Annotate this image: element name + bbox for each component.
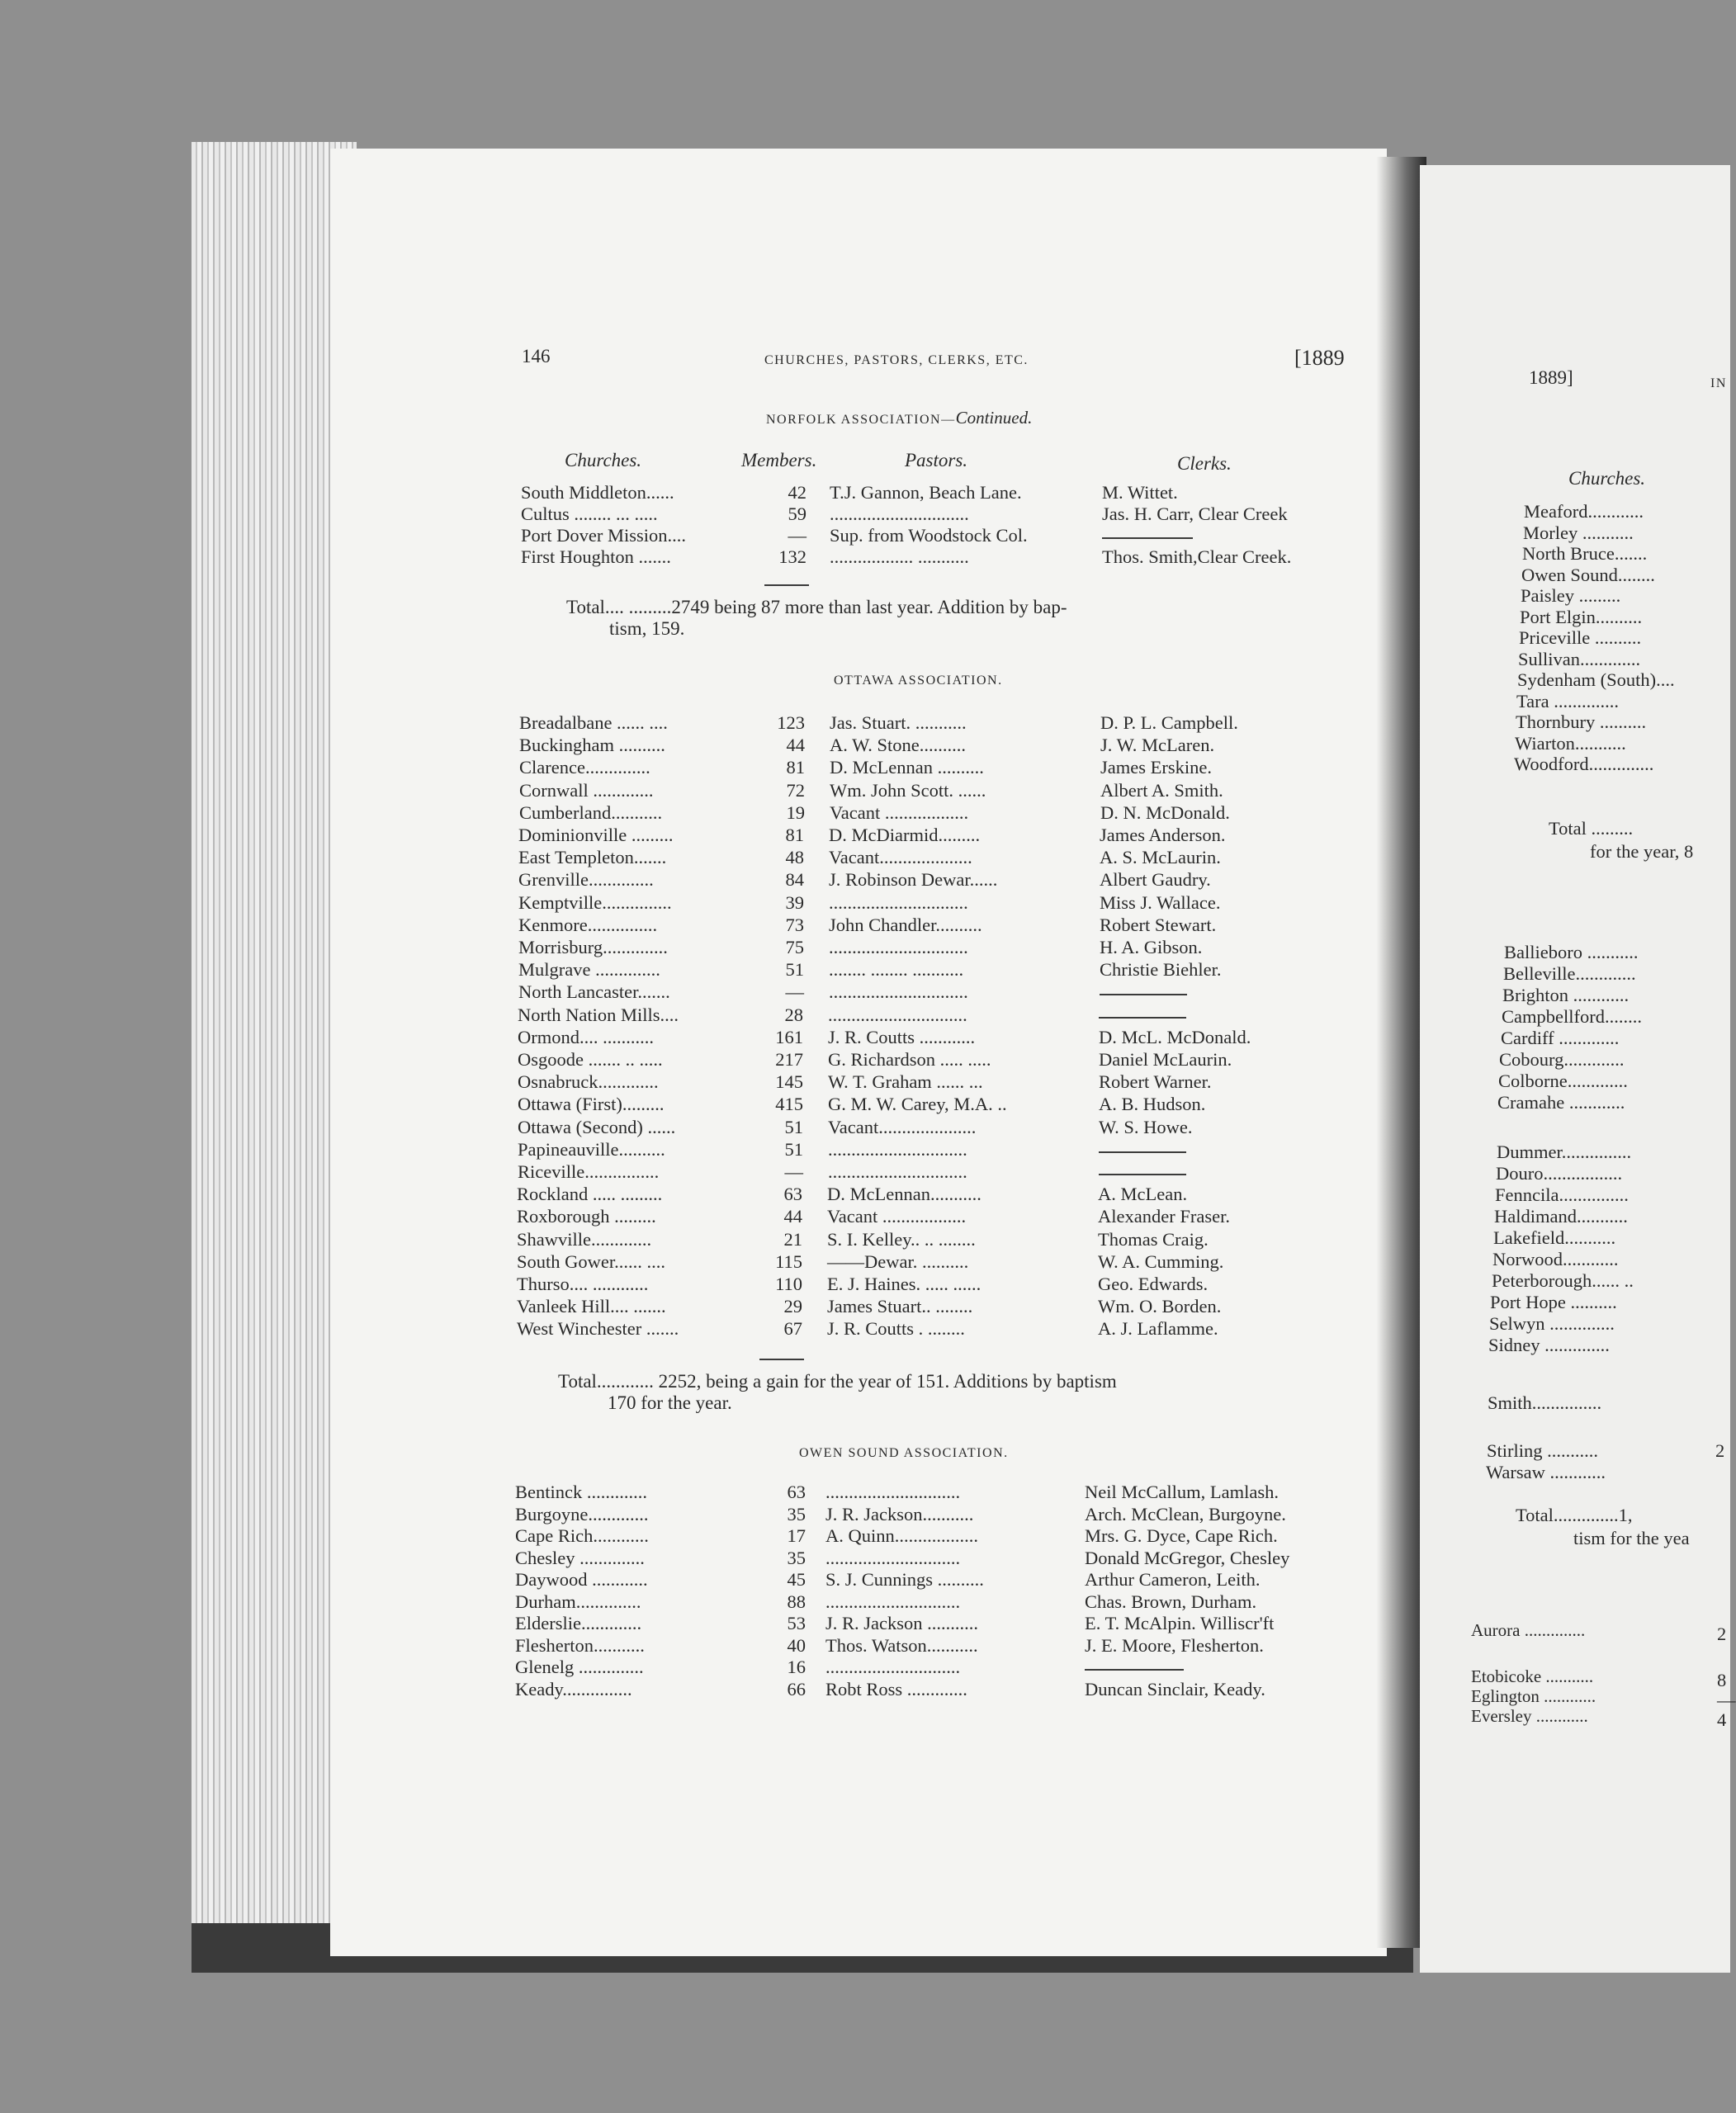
right-church-name: Sydenham (South).... [1517,669,1675,690]
right-church-name: Selwyn .............. [1489,1313,1615,1334]
right-church-name: Cardiff ............. [1501,1028,1620,1048]
member-count: 63 [783,1184,802,1205]
pastor-name: .............................. [828,1138,967,1160]
member-count: 59 [788,503,807,524]
member-count: 81 [785,825,804,845]
clerk-name: W. S. Howe. [1099,1116,1193,1137]
right-church-name: Priceville .......... [1519,627,1642,648]
clerk-name: Wm. O. Borden. [1098,1296,1222,1317]
page-number: 146 [522,346,551,366]
right-church-name: Cobourg............. [1499,1049,1625,1070]
ottawa-sum-rule [759,1359,804,1360]
clerk-blank-rule [1099,1151,1186,1153]
right-church-name: Aurora .............. [1471,1620,1586,1640]
page-year: [1889 [1294,346,1345,370]
col-header-churches: Churches. [565,450,642,470]
church-name: South Middleton...... [521,482,674,503]
member-count: 51 [784,1116,803,1137]
church-name: North Nation Mills.... [518,1004,679,1025]
church-name: Ormond.... ........... [518,1026,654,1047]
member-count: — [785,981,804,1003]
pastor-name: ............................. [825,1547,961,1568]
clerk-blank-rule [1085,1669,1184,1671]
pastor-name: Vacant.................... [829,847,972,868]
member-count: 51 [784,1138,803,1160]
right-church-name: Etobicoke ........... [1471,1666,1594,1686]
ottawa-total-line1: Total............ 2252, being a gain for the year of 151. Additions by baptism [558,1371,1117,1392]
pastor-name: J. R. Coutts ............ [828,1026,976,1047]
church-name: Osnabruck............. [518,1071,659,1093]
pastor-name: D. McLennan .......... [830,757,984,778]
right-church-name: Tara .............. [1516,690,1620,711]
church-name: Vanleek Hill.... ....... [517,1296,666,1317]
pastor-name: .............................. [829,937,968,957]
church-name: Daywood ............ [515,1569,648,1590]
clerk-name: W. A. Cumming. [1098,1250,1224,1272]
clerk-name: Neil McCallum, Lamlash. [1085,1482,1279,1502]
right-running-head-fragment: IN [1710,376,1727,390]
right-church-name: Dummer............... [1497,1142,1632,1162]
clerk-name: Duncan Sinclair, Keady. [1085,1678,1265,1699]
right-church-name: Morley ........... [1523,522,1634,543]
clerk-blank-rule [1100,994,1187,995]
clerk-name: Donald McGregor, Chesley [1085,1547,1290,1568]
church-name: Morrisburg.............. [518,937,668,957]
member-count: 66 [787,1678,806,1699]
member-count: 35 [787,1503,806,1524]
pastor-name: John Chandler.......... [829,914,982,935]
clerk-name: A. B. Hudson. [1099,1094,1206,1115]
norfolk-total-line2: tism, 159. [609,618,685,639]
running-head: CHURCHES, PASTORS, CLERKS, ETC. [764,353,1029,367]
pastor-name: W. T. Graham ...... ... [828,1071,983,1093]
church-name: North Lancaster....... [518,981,670,1003]
pastor-name: T.J. Gannon, Beach Lane. [830,482,1022,503]
member-count: 48 [785,847,804,868]
pastor-name: G. M. W. Carey, M.A. .. [828,1094,1007,1115]
pastor-name: ——Dewar. .......... [827,1250,969,1272]
pastor-name: Robt Ross ............. [825,1678,967,1699]
pastor-name: .............................. [830,503,969,524]
right-church-name: Cramahe ............ [1497,1092,1625,1113]
member-count: 123 [777,712,805,733]
pastor-name: ............................. [825,1657,961,1677]
church-name: Cape Rich............ [515,1525,649,1546]
right-church-name: Belleville............. [1503,963,1636,984]
member-count: 88 [787,1591,806,1612]
right-church-name: Norwood............ [1492,1249,1619,1269]
clerk-name: Thomas Craig. [1098,1228,1209,1250]
church-name: Grenville.............. [518,869,654,891]
clerk-name: Chas. Brown, Durham. [1085,1591,1257,1612]
pastor-name: Vacant .................. [827,1206,967,1227]
clerk-name: Mrs. G. Dyce, Cape Rich. [1085,1525,1278,1546]
church-name: Riceville................ [518,1161,660,1182]
clerk-blank-rule [1099,1174,1186,1175]
member-count: 115 [775,1250,802,1272]
church-name: South Gower...... .... [517,1250,665,1272]
clerk-name: A. S. McLaurin. [1100,847,1221,868]
church-name: Kenmore............... [518,914,658,935]
church-name: Glenelg .............. [515,1657,644,1677]
pastor-name: .............................. [828,1161,967,1182]
pastor-name: Jas. Stuart. ........... [830,712,967,733]
pastor-name: J. R. Jackson ........... [825,1613,978,1633]
member-count: 110 [775,1274,802,1294]
right-church-name: Fenncila............... [1495,1184,1629,1205]
clerk-name: D. P. L. Campbell. [1100,712,1238,733]
clerk-blank-rule [1099,1017,1186,1019]
clerk-name: E. T. McAlpin. Williscr'ft [1085,1613,1275,1633]
church-name: Dominionville ......... [518,825,674,845]
church-name: Elderslie............. [515,1613,642,1633]
right-church-name: Smith............... [1488,1392,1602,1413]
right-church-name: Thornbury .......... [1516,711,1647,732]
ottawa-total-line2: 170 for the year. [608,1392,732,1413]
right-church-name: Paisley ......... [1521,585,1621,606]
church-name: Breadalbane ...... .... [519,712,668,733]
member-count: 40 [787,1634,806,1656]
church-name: Ottawa (First)......... [518,1094,665,1115]
right-member-count: 2 [1715,1440,1725,1461]
pastor-name: ............................. [825,1482,961,1502]
pastor-name: G. Richardson ..... ..... [828,1049,991,1070]
clerk-name: Arthur Cameron, Leith. [1085,1569,1261,1590]
right-church-name: Douro................. [1496,1163,1623,1184]
member-count: 16 [787,1657,806,1677]
right-church-name: Haldimand........... [1494,1206,1628,1227]
clerk-name: M. Wittet. [1102,482,1178,503]
church-name: Durham.............. [515,1591,641,1612]
pastor-name: D. McLennan........... [827,1184,982,1205]
pastor-name: James Stuart.. ........ [827,1296,973,1317]
church-name: Flesherton........... [515,1634,645,1656]
member-count: 132 [778,546,807,567]
pastor-name: .............................. [828,1004,967,1025]
church-name: Chesley .............. [515,1547,645,1568]
right-church-name: Meaford............ [1524,501,1644,522]
pastor-name: S. I. Kelley.. .. ........ [827,1228,976,1250]
pastor-name: A. Quinn.................. [825,1525,978,1546]
church-name: Cultus ........ ... ..... [521,503,658,524]
clerk-name: Alexander Fraser. [1098,1206,1230,1227]
member-count: 29 [783,1296,802,1317]
church-name: East Templeton....... [518,847,667,868]
clerk-name: Albert Gaudry. [1100,869,1211,891]
member-count: — [788,525,807,546]
right-church-name: Owen Sound........ [1521,564,1655,585]
member-count: 44 [786,735,805,756]
church-name: Clarence.............. [519,757,650,778]
member-count: 67 [783,1318,802,1340]
pastor-name: E. J. Haines. ..... ...... [827,1274,982,1294]
right-church-name: Sullivan............. [1518,648,1641,669]
pastor-name: .................. ........... [830,546,969,567]
member-count: 28 [784,1004,803,1025]
pastor-name: ........ ........ ........... [829,959,964,981]
clerk-name: Jas. H. Carr, Clear Creek [1102,503,1288,524]
clerk-name: Arch. McClean, Burgoyne. [1085,1503,1286,1524]
pastor-name: Vacant .................. [830,801,969,823]
church-name: Burgoyne............. [515,1503,649,1524]
clerk-name: H. A. Gibson. [1100,937,1203,957]
right-church-name: Peterborough...... .. [1492,1270,1634,1291]
church-name: Rockland ..... ......... [517,1184,663,1205]
clerk-name: Robert Stewart. [1100,914,1217,935]
right-church-name: Ballieboro ........... [1504,942,1639,962]
pastor-name: Wm. John Scott. ...... [830,779,986,801]
right-church-name: Warsaw ............ [1486,1462,1606,1482]
col-header-clerks: Clerks. [1177,453,1232,474]
book-gutter [1377,157,1426,1948]
clerk-blank-rule [1102,537,1193,539]
right-total-line1: Total..............1, [1516,1505,1633,1525]
col-header-members: Members. [741,450,817,470]
church-name: Osgoode ....... .. ..... [518,1049,663,1070]
member-count: 19 [786,801,805,823]
church-name: Roxborough ......... [517,1206,656,1227]
member-count: 21 [783,1228,802,1250]
church-name: Keady............... [515,1678,632,1699]
clerk-name: A. McLean. [1098,1184,1188,1205]
right-church-name: Wiarton........... [1515,732,1626,754]
pastor-name: .............................. [829,891,968,913]
member-count: 161 [775,1026,803,1047]
church-name: Cumberland........... [519,801,663,823]
right-total-line2: tism for the yea [1573,1528,1690,1548]
norfolk-sum-rule [764,584,809,586]
right-church-name: Lakefield........... [1493,1227,1616,1248]
clerk-name: James Erskine. [1100,757,1212,778]
right-member-count: 8 [1717,1670,1727,1690]
pastor-name: A. W. Stone.......... [830,735,967,756]
clerk-name: Albert A. Smith. [1100,779,1223,801]
member-count: 42 [788,482,807,503]
pastor-name: J. Robinson Dewar...... [829,869,998,891]
member-count: 51 [785,959,804,981]
right-page-year: 1889] [1529,367,1573,388]
clerk-name: Geo. Edwards. [1098,1274,1209,1294]
pastor-name: .............................. [829,981,968,1003]
church-name: Papineauville.......... [518,1138,665,1160]
right-col-header-churches: Churches. [1568,468,1646,489]
right-church-name: Sidney .............. [1488,1335,1610,1355]
church-name: Bentinck ............. [515,1482,647,1502]
member-count: 72 [786,779,805,801]
pastor-name: D. McDiarmid......... [829,825,981,845]
member-count: 44 [783,1206,802,1227]
church-name: West Winchester ....... [517,1318,679,1340]
member-count: 73 [785,914,804,935]
member-count: 415 [775,1094,803,1115]
right-church-name: Brighton ............ [1502,985,1630,1005]
norfolk-total-line1: Total.... .........2749 being 87 more than last year. Addition by bap- [566,597,1067,617]
right-church-name: Woodford.............. [1514,754,1654,774]
clerk-name: J. W. McLaren. [1100,735,1215,756]
norfolk-heading: NORFOLK ASSOCIATION—Continued. [766,408,1033,428]
right-church-name: Campbellford........ [1502,1006,1642,1027]
pastor-name: J. R. Coutts . ........ [827,1318,965,1340]
right-member-count: 4 [1717,1709,1727,1730]
member-count: — [784,1161,803,1182]
pastor-name: Sup. from Woodstock Col. [830,525,1028,546]
owen-sound-heading: OWEN SOUND ASSOCIATION. [799,1446,1009,1460]
member-count: 217 [775,1049,803,1070]
clerk-name: D. N. McDonald. [1100,801,1230,823]
clerk-name: Christie Biehler. [1100,959,1222,981]
member-count: 63 [787,1482,806,1502]
church-name: Kemptville............... [518,891,672,913]
pastor-name: Vacant..................... [828,1116,977,1137]
right-member-count: 2 [1717,1624,1727,1644]
right-church-name: Eversley ............ [1471,1706,1588,1726]
right-member-count: — [1717,1690,1736,1710]
clerk-name: D. McL. McDonald. [1099,1026,1251,1047]
member-count: 39 [785,891,804,913]
member-count: 45 [787,1569,806,1590]
clerk-name: James Anderson. [1100,825,1226,845]
pastor-name: J. R. Jackson........... [825,1503,974,1524]
church-name: Mulgrave .............. [518,959,660,981]
right-total-line2: for the year, 8 [1590,841,1694,862]
clerk-name: Daniel McLaurin. [1099,1049,1232,1070]
clerk-name: Robert Warner. [1099,1071,1212,1093]
right-church-name: Colborne............. [1498,1071,1628,1091]
clerk-name: J. E. Moore, Flesherton. [1085,1634,1264,1656]
right-total-line1: Total ......... [1549,818,1634,839]
clerk-name: Miss J. Wallace. [1100,891,1221,913]
right-church-name: Stirling ........... [1487,1440,1599,1461]
member-count: 53 [787,1613,806,1633]
church-name: Thurso.... ............ [517,1274,649,1294]
church-name: Ottawa (Second) ...... [518,1116,676,1137]
member-count: 145 [775,1071,803,1093]
clerk-name: A. J. Laflamme. [1098,1318,1218,1340]
church-name: Shawville............. [517,1228,652,1250]
church-name: First Houghton ....... [521,546,671,567]
pastor-name: ............................. [825,1591,961,1612]
member-count: 17 [787,1525,806,1546]
church-name: Cornwall ............. [519,779,654,801]
right-church-name: Port Hope .......... [1490,1292,1617,1312]
church-name: Buckingham .......... [519,735,665,756]
right-church-name: North Bruce....... [1522,543,1648,564]
right-church-name: Eglington ............ [1471,1686,1596,1706]
pastor-name: Thos. Watson........... [825,1634,978,1656]
church-name: Port Dover Mission.... [521,525,687,546]
member-count: 35 [787,1547,806,1568]
pastor-name: S. J. Cunnings .......... [825,1569,984,1590]
member-count: 84 [785,869,804,891]
col-header-pastors: Pastors. [905,450,968,470]
member-count: 81 [786,757,805,778]
right-church-name: Port Elgin.......... [1520,606,1643,627]
ottawa-heading: OTTAWA ASSOCIATION. [834,674,1003,688]
clerk-name: Thos. Smith,Clear Creek. [1102,546,1292,567]
member-count: 75 [785,937,804,957]
